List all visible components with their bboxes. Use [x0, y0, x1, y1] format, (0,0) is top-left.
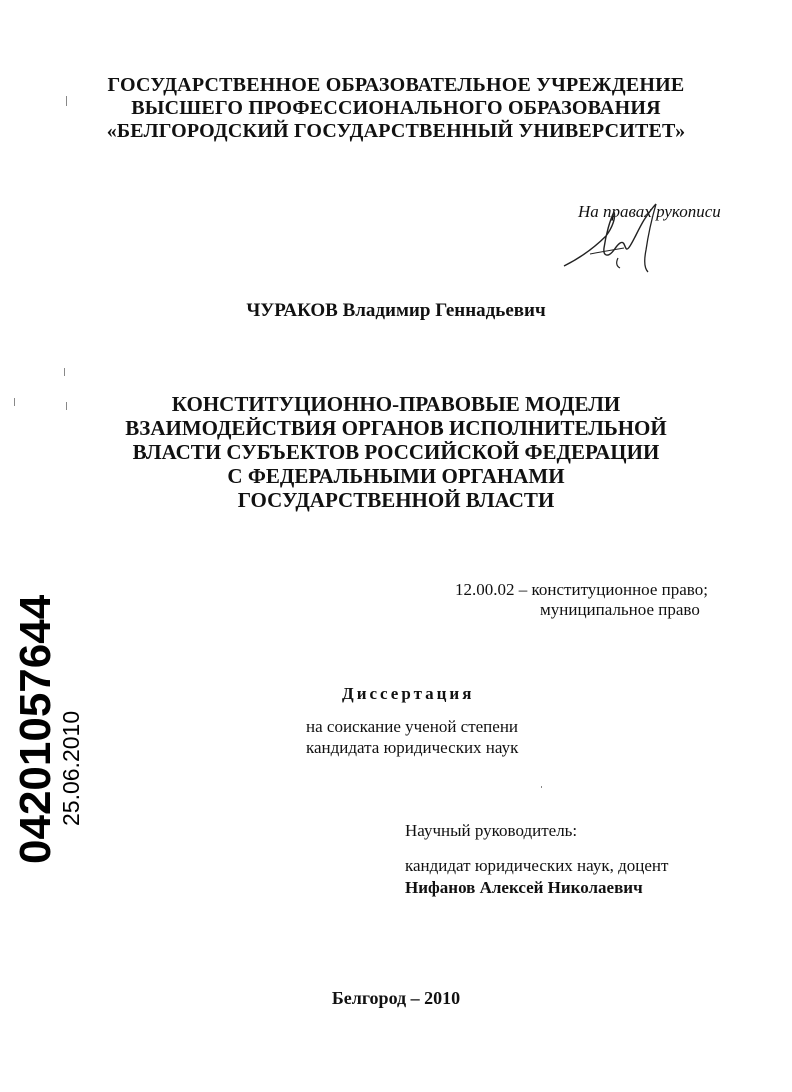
degree [306, 716, 518, 758]
institution-line-1: ГОСУДАРСТВЕННОЕ ОБРАЗОВАТЕЛЬНОЕ УЧРЕЖДЕНИЕ [107, 74, 685, 96]
scan-speck [541, 786, 542, 788]
title-line-3: ВЛАСТИ СУБЪЕКТОВ РОССИЙСКОЙ ФЕДЕРАЦИИ [132, 440, 660, 464]
library-date: 25.06.2010 [58, 710, 84, 826]
scan-speck [14, 398, 15, 406]
specialty-line-1: 12.00.02 – конституционное право; [455, 580, 708, 599]
scan-speck [66, 402, 67, 410]
scan-speck [64, 368, 65, 376]
manuscript-note: На правах рукописи [578, 202, 721, 221]
title-line-5: ГОСУДАРСТВЕННОЙ ВЛАСТИ [237, 488, 555, 512]
supervisor [405, 820, 668, 899]
supervisor-name: Нифанов Алексей Николаевич [405, 878, 643, 897]
specialty [455, 580, 708, 620]
degree-line-2: кандидата юридических наук [306, 738, 519, 757]
title-line-1: КОНСТИТУЦИОННО-ПРАВОВЫЕ МОДЕЛИ [171, 392, 621, 416]
specialty-line-2: муниципальное право [540, 600, 700, 619]
dissertation-title [0, 392, 792, 512]
institution-line-2: ВЫСШЕГО ПРОФЕССИОНАЛЬНОГО ОБРАЗОВАНИЯ [131, 97, 661, 119]
institution-header [0, 74, 792, 143]
institution-line-3: «БЕЛГОРОДСКИЙ ГОСУДАРСТВЕННЫЙ УНИВЕРСИТЕТ» [106, 120, 686, 142]
title-line-2: ВЗАИМОДЕЙСТВИЯ ОРГАНОВ ИСПОЛНИТЕЛЬНОЙ [125, 416, 667, 440]
degree-line-1: на соискание ученой степени [306, 717, 519, 736]
title-line-4: С ФЕДЕРАЛЬНЫМИ ОРГАНАМИ [227, 464, 565, 488]
supervisor-label: Научный руководитель: [405, 821, 578, 840]
supervisor-credentials: кандидат юридических наук, доцент [405, 856, 669, 875]
signature-icon [560, 200, 680, 280]
city-year: Белгород – 2010 [331, 988, 461, 1008]
scan-speck [66, 96, 67, 106]
author-name: ЧУРАКОВ Владимир Геннадьевич [246, 300, 546, 321]
document-type: Диссертация [342, 684, 475, 703]
library-code: 04201057644 [11, 594, 60, 864]
